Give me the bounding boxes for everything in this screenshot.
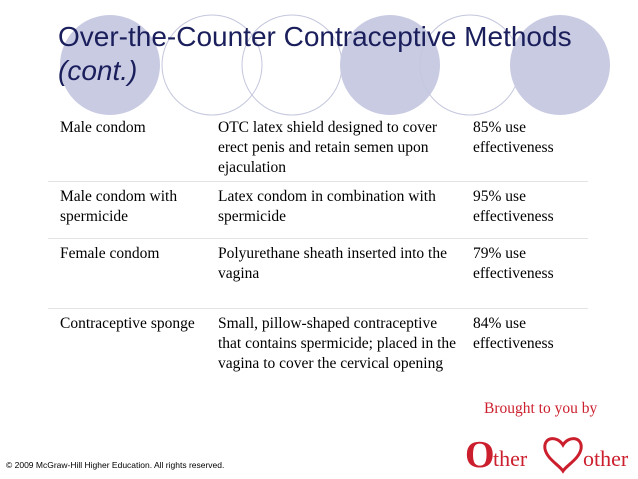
method-name: Male condom [60,119,146,136]
table-row [48,309,588,399]
heart-icon [545,439,581,471]
slide-title [58,20,572,88]
other-mother-logo [463,433,631,475]
method-name: Contraceptive sponge [60,315,195,332]
method-description: Latex condom in combination with spermicide [218,188,436,225]
table-row [48,182,588,239]
method-name: Male condom with spermicide [60,188,178,225]
method-description: Polyurethane sheath inserted into the vagina [218,245,447,282]
svg-text:other: other [583,446,629,471]
method-effectiveness: 85% use effectiveness [473,119,554,156]
method-effectiveness: 84% use effectiveness [473,315,554,352]
method-description: OTC latex shield designed to cover erect penis and retain semen upon ejaculation [218,119,438,176]
svg-text:O: O [465,434,495,475]
table-row [48,239,588,309]
method-name: Female condom [60,245,160,262]
title-subtitle: (cont.) [58,55,138,86]
brought-to-you-by: Brought to you by [484,400,598,417]
title-text: Over-the-Counter Contraceptive Methods [58,21,572,52]
table-row [48,113,588,182]
method-description: Small, pillow-shaped contraceptive that contains spermicide; placed in the vagina to cover the cervical opening [218,315,457,372]
copyright-notice: © 2009 McGraw-Hill Higher Education. All rights reserved. [6,460,225,470]
svg-text:ther: ther [493,446,528,471]
method-effectiveness: 79% use effectiveness [473,245,554,282]
methods-table [48,113,588,399]
method-effectiveness: 95% use effectiveness [473,188,554,225]
